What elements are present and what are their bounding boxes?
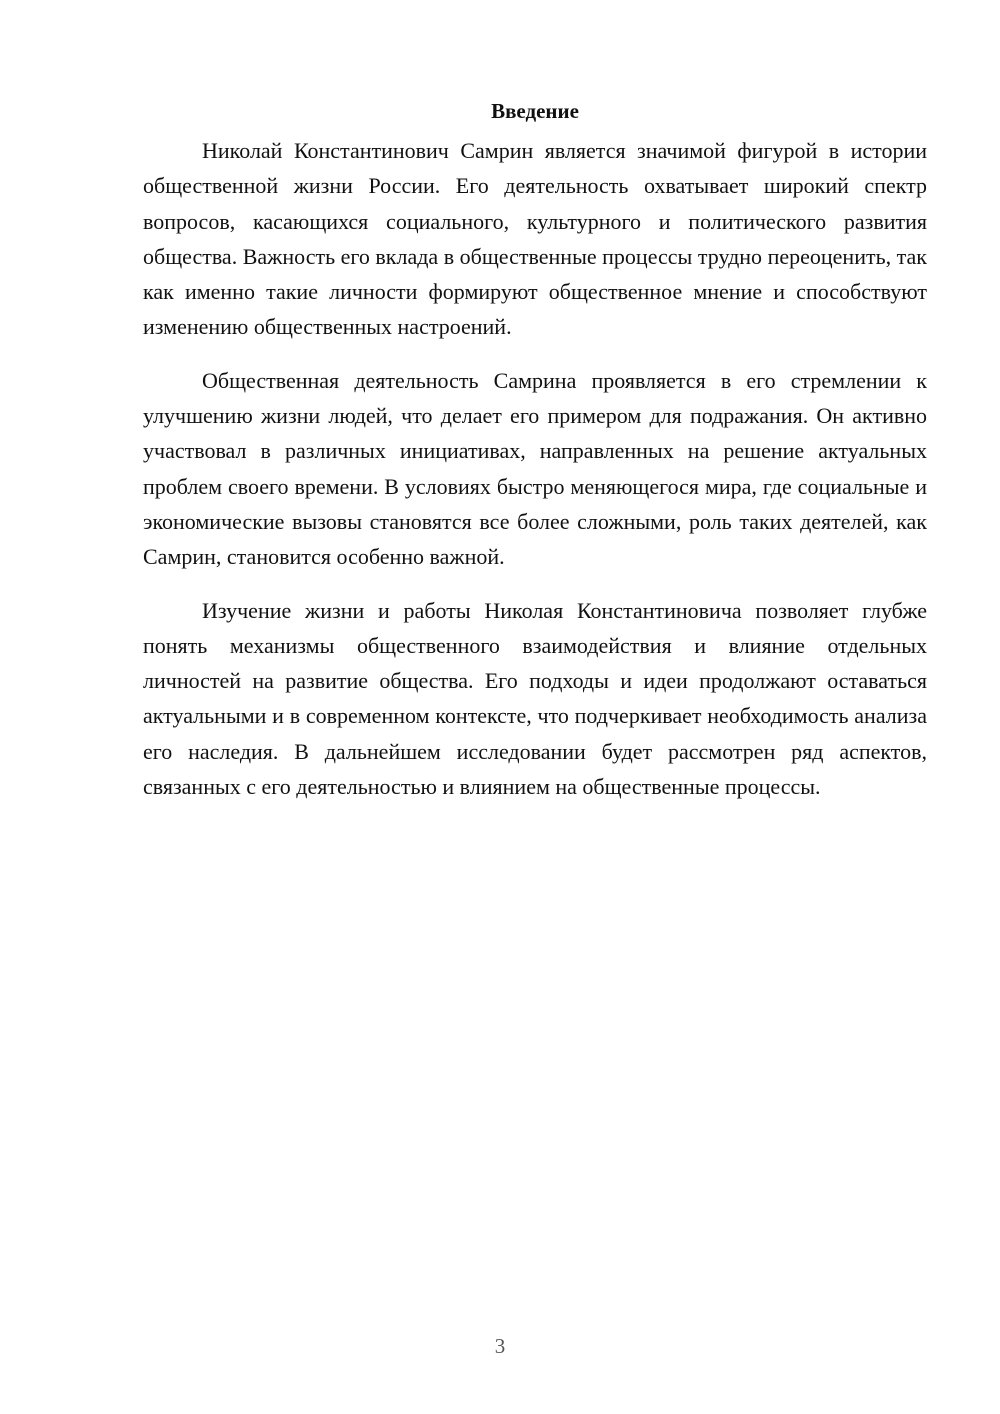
page-content bbox=[143, 97, 927, 822]
paragraph-3: Изучение жизни и работы Николая Константиновича позволяет глубже понять механизмы общественного взаимодействия и влияние отдельных личностей на развитие общества. Его подходы и идеи продолжают оставаться актуальными и в современном контексте, что подчеркивает необходимость анализа его наследия. В дальнейшем исследовании будет рассмотрен ряд аспектов, связанных с его деятельностью и влиянием на общественные процессы. bbox=[143, 597, 927, 800]
paragraph-2: Общественная деятельность Самрина проявляется в его стремлении к улучшению жизни людей, что делает его примером для подражания. Он активно участвовал в различных инициативах, направленных на решение актуальных проблем своего времени. В условиях быстро меняющегося мира, где социальные и экономические вызовы становятся все более сложными, роль таких деятелей, как Самрин, становится особенно важной. bbox=[143, 367, 927, 570]
section-heading: Введение bbox=[491, 99, 579, 123]
paragraph-1: Николай Константинович Самрин является значимой фигурой в истории общественной жизни России. Его деятельность охватывает широкий спектр вопросов, касающихся социального, культурного и политического развития общества. Важность его вклада в общественные процессы трудно переоценить, так как именно такие личности формируют общественное мнение и способствуют изменению общественных настроений. bbox=[143, 138, 927, 340]
page-number: 3 bbox=[494, 1334, 506, 1358]
